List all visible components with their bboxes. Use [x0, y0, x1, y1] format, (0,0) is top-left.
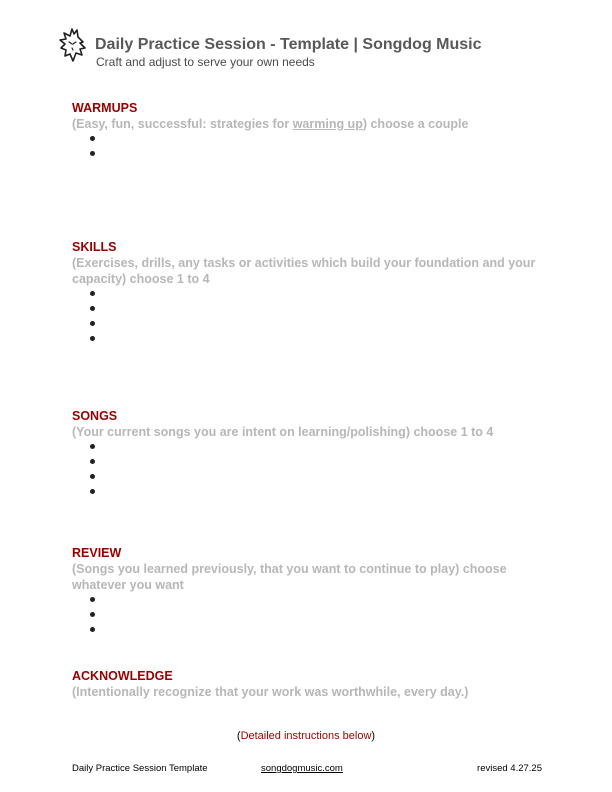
page-title: Daily Practice Session - Template | Songdog Music	[95, 36, 482, 53]
desc-text-before: (Easy, fun, successful: strategies for	[72, 117, 293, 131]
footer-document-name: Daily Practice Session Template	[72, 763, 208, 774]
warming-up-link[interactable]: warming up	[292, 117, 363, 131]
bullet-item	[90, 470, 542, 485]
footer-revision-date: revised 4.27.25	[477, 763, 542, 774]
note-open-paren: (	[236, 730, 241, 742]
document-header	[58, 28, 578, 72]
bullet-item	[90, 332, 542, 347]
section-title-review: REVIEW	[72, 546, 122, 560]
skills-bullet-list	[72, 287, 542, 347]
section-title-acknowledge: ACKNOWLEDGE	[72, 669, 173, 683]
section-desc-warmups	[72, 116, 542, 132]
section-title-warmups: WARMUPS	[72, 101, 138, 115]
note-close-paren: )	[371, 730, 376, 742]
section-desc-skills: (Exercises, drills, any tasks or activities which build your foundation and your capacity) choose 1 to 4	[72, 256, 536, 286]
bullet-item	[90, 147, 542, 162]
instructions-note	[0, 730, 612, 742]
section-desc-review: (Songs you learned previously, that you want to continue to play) choose whatever you want	[72, 562, 507, 592]
detailed-instructions-link[interactable]: Detailed instructions below	[240, 730, 372, 742]
bullet-item	[90, 455, 542, 470]
bullet-item	[90, 623, 542, 638]
section-skills	[72, 239, 542, 347]
bullet-item	[90, 132, 542, 147]
section-warmups	[72, 100, 542, 162]
footer-website-link[interactable]: songdogmusic.com	[261, 763, 343, 774]
songs-bullet-list	[72, 440, 542, 500]
bullet-item	[90, 608, 542, 623]
desc-text-after: ) choose a couple	[362, 117, 469, 131]
review-bullet-list	[72, 593, 542, 638]
bullet-item	[90, 485, 542, 500]
bullet-item	[90, 593, 542, 608]
section-title-songs: SONGS	[72, 409, 118, 423]
wolf-head-icon	[58, 28, 88, 62]
section-desc-songs: (Your current songs you are intent on learning/polishing) choose 1 to 4	[72, 425, 494, 439]
section-desc-acknowledge: (Intentionally recognize that your work was worthwhile, every day.)	[72, 685, 469, 699]
section-title-skills: SKILLS	[72, 240, 117, 254]
bullet-item	[90, 440, 542, 455]
section-review	[72, 545, 542, 638]
page-subtitle: Craft and adjust to serve your own needs	[96, 55, 315, 69]
bullet-item	[90, 317, 542, 332]
page-footer	[72, 763, 542, 777]
warmups-bullet-list	[72, 132, 542, 162]
section-songs	[72, 408, 542, 500]
bullet-item	[90, 302, 542, 317]
bullet-item	[90, 287, 542, 302]
section-acknowledge	[72, 668, 542, 700]
